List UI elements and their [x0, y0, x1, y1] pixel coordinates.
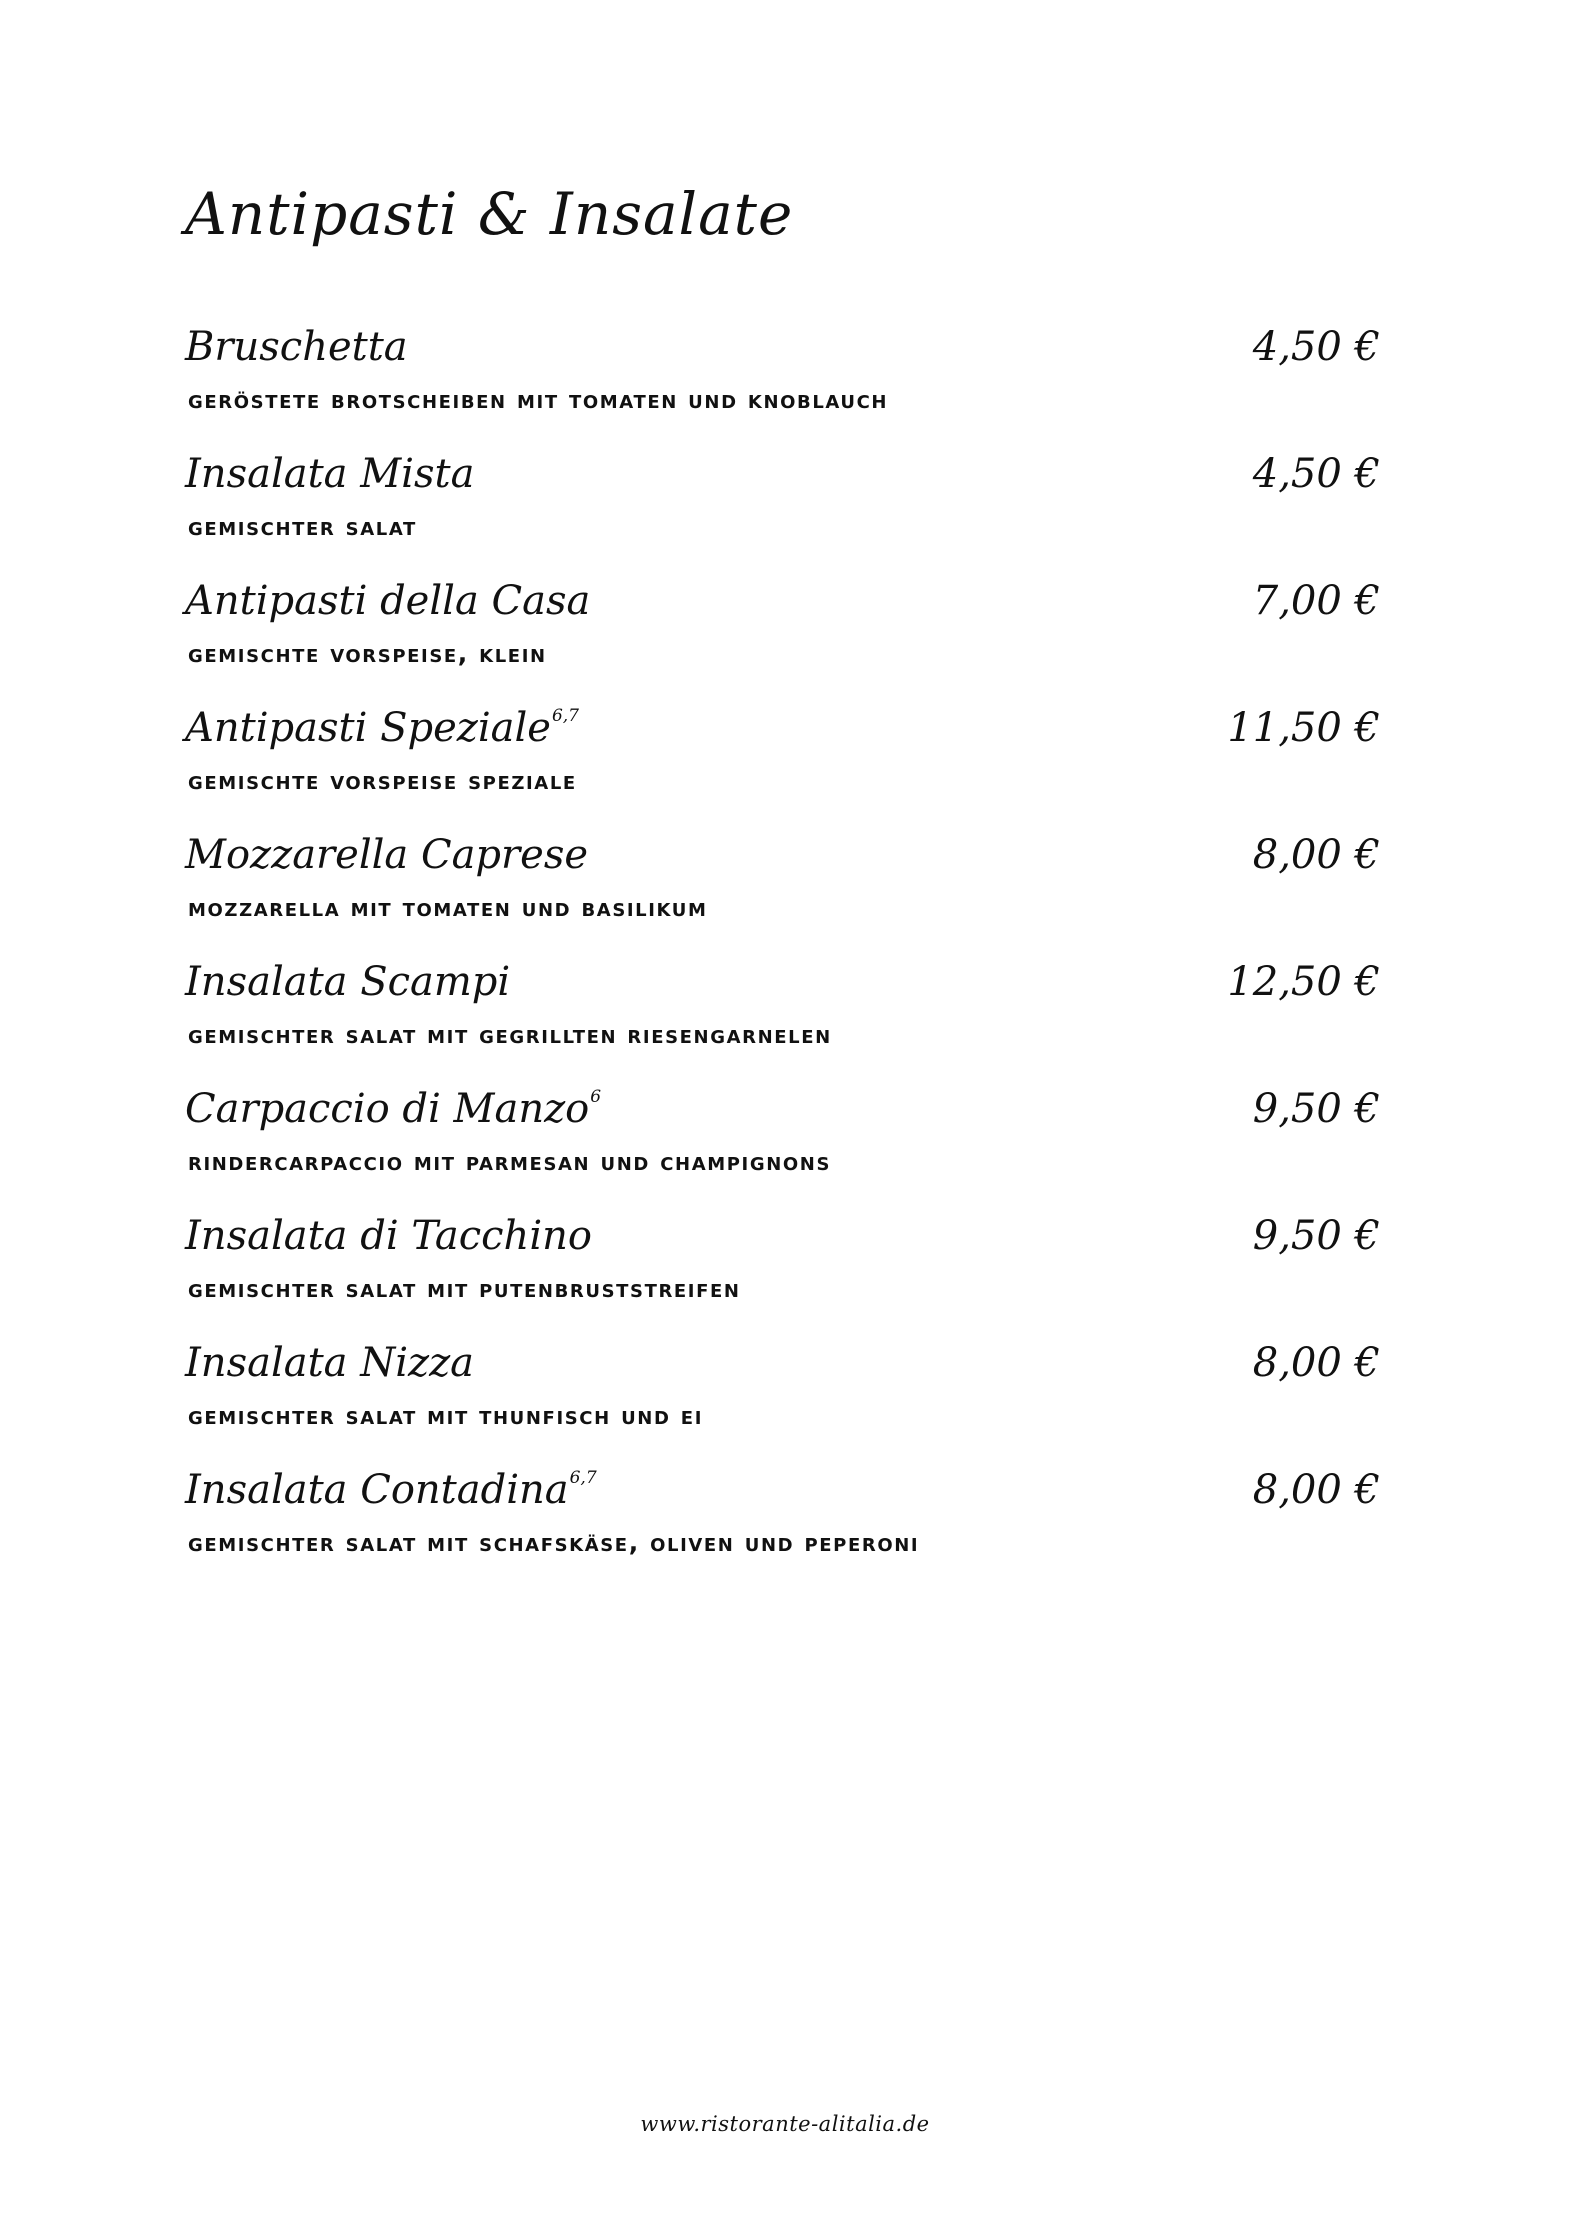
- item-price: 4,50 €: [1252, 324, 1380, 370]
- item-description: gemischter salat mit thunfisch und ei: [188, 1401, 704, 1430]
- menu-item: [185, 706, 1380, 833]
- item-name: Insalata di Tacchino: [185, 1213, 592, 1259]
- item-name: Mozzarella Caprese: [185, 832, 589, 878]
- menu-item: [185, 579, 1380, 706]
- menu-item: [185, 325, 1380, 452]
- item-name: Antipasti Speziale$^{6,7}$: [185, 705, 579, 751]
- item-price: 8,00 €: [1252, 1467, 1380, 1513]
- menu-item: [185, 1468, 1380, 1595]
- item-price: 11,50 €: [1227, 705, 1380, 751]
- item-price: 7,00 €: [1252, 578, 1380, 624]
- item-description: gemischte vorspeise speziale: [188, 766, 577, 795]
- item-description: geröstete brotscheiben mit tomaten und knoblauch: [188, 385, 889, 414]
- menu-item: [185, 960, 1380, 1087]
- item-name: Antipasti della Casa: [185, 578, 591, 624]
- item-price: 8,00 €: [1252, 832, 1380, 878]
- item-price: 9,50 €: [1252, 1086, 1380, 1132]
- item-description: rindercarpaccio mit parmesan und champignons: [188, 1147, 832, 1176]
- menu-item: [185, 452, 1380, 579]
- item-price: 4,50 €: [1252, 451, 1380, 497]
- item-name: Carpaccio di Manzo$^6$: [185, 1086, 602, 1132]
- item-description: gemischte vorspeise, klein: [188, 639, 547, 668]
- item-name: Insalata Contadina$^{6,7}$: [185, 1467, 597, 1513]
- website-link[interactable]: www.ristorante-alitalia.de: [640, 2112, 930, 2136]
- item-name: Bruschetta: [185, 324, 408, 370]
- allergen-superscript: 6,7: [569, 1468, 597, 1488]
- item-price: 8,00 €: [1252, 1340, 1380, 1386]
- item-price: 12,50 €: [1227, 959, 1380, 1005]
- item-description: mozzarella mit tomaten und basilikum: [188, 893, 708, 922]
- item-name: Insalata Scampi: [185, 959, 511, 1005]
- item-description: gemischter salat mit gegrillten riesengarnelen: [188, 1020, 832, 1049]
- item-description: gemischter salat: [188, 512, 417, 541]
- allergen-superscript: 6,7: [551, 706, 579, 726]
- section-title: Antipasti & Insalate: [185, 180, 794, 248]
- menu-item: [185, 1087, 1380, 1214]
- item-name: Insalata Nizza: [185, 1340, 475, 1386]
- menu-list: [185, 325, 1380, 1595]
- item-description: gemischter salat mit schafskäse, oliven und peperoni: [188, 1528, 920, 1557]
- menu-item: [185, 833, 1380, 960]
- menu-item: [185, 1214, 1380, 1341]
- allergen-superscript: 6: [590, 1087, 602, 1107]
- item-price: 9,50 €: [1252, 1213, 1380, 1259]
- item-description: gemischter salat mit putenbruststreifen: [188, 1274, 741, 1303]
- item-name: Insalata Mista: [185, 451, 475, 497]
- menu-item: [185, 1341, 1380, 1468]
